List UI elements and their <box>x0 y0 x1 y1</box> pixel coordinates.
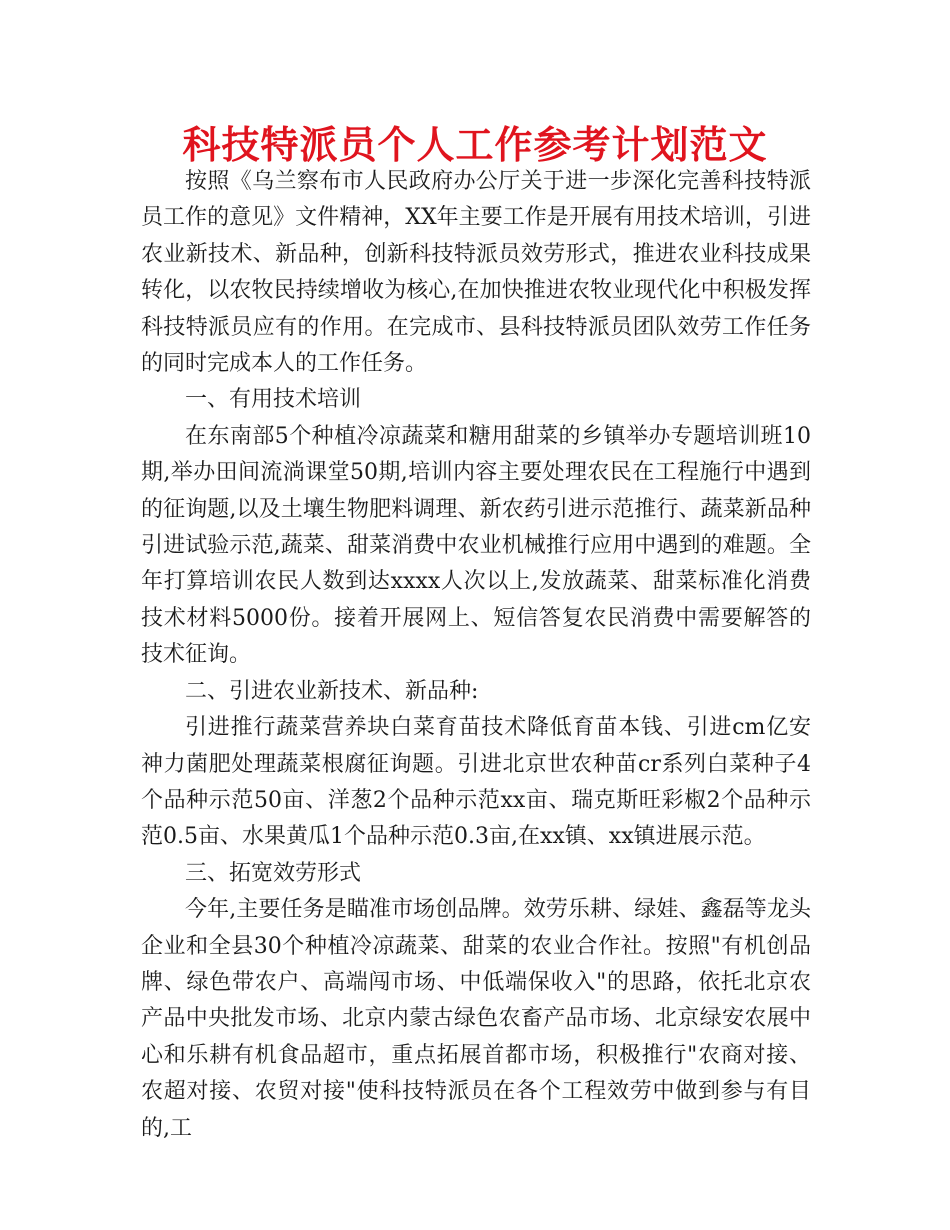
document-body <box>141 164 811 1147</box>
section-heading-training: 一、有用技术培训 <box>185 387 362 413</box>
section-heading-new-tech: 二、引进农业新技术、新品种: <box>185 678 479 704</box>
service-paragraph: 今年,主要任务是瞄准市场创品牌。效劳乐耕、绿娃、鑫磊等龙头企业和全县30个种植冷凉蔬菜、甜菜的农业合作社。按照"有机创品牌、绿色带农户、高端闯市场、中低端保收入"的思路，依托北京农产品中央批发市场、北京内蒙古绿色农畜产品市场、北京绿安农展中心和乐耕有机食品超市，重点拓展首都市场，积极推行"农商对接、农超对接、农贸对接"使科技特派员在各个工程效劳中做到参与有目的,工 <box>141 897 811 1141</box>
intro-paragraph: 按照《乌兰察布市人民政府办公厅关于进一步深化完善科技特派员工作的意见》文件精神，XX年主要工作是开展有用技术培训，引进农业新技术、新品种，创新科技特派员效劳形式，推进农业科技成果转化，以农牧民持续增收为核心,在加快推进农牧业现代化中积极发挥科技特派员应有的作用。在完成市、县科技特派员团队效劳工作任务的同时完成本人的工作任务。 <box>141 169 811 377</box>
new-tech-paragraph: 引进推行蔬菜营养块白菜育苗技术降低育苗本钱、引进cm亿安神力菌肥处理蔬菜根腐征询题。引进北京世农种苗cr系列白菜种子4个品种示范50亩、洋葱2个品种示范xx亩、瑞克斯旺彩椒2个品种示范0.5亩、水果黄瓜1个品种示范0.3亩,在xx镇、xx镇进展示范。 <box>141 715 811 850</box>
document-title: 科技特派员个人工作参考计划范文 <box>182 122 768 167</box>
section-heading-service: 三、拓宽效劳形式 <box>185 860 362 886</box>
training-paragraph: 在东南部5个种植冷凉蔬菜和糖用甜菜的乡镇举办专题培训班10期,举办田间流淌课堂50期,培训内容主要处理农民在工程施行中遇到的征询题,以及土壤生物肥料调理、新农药引进示范推行、蔬菜新品种引进试验示范,蔬菜、甜菜消费中农业机械推行应用中遇到的难题。全年打算培训农民人数到达xxxx人次以上,发放蔬菜、甜菜标准化消费技术材料5000份。接着开展网上、短信答复农民消费中需要解答的技术征询。 <box>141 423 811 668</box>
